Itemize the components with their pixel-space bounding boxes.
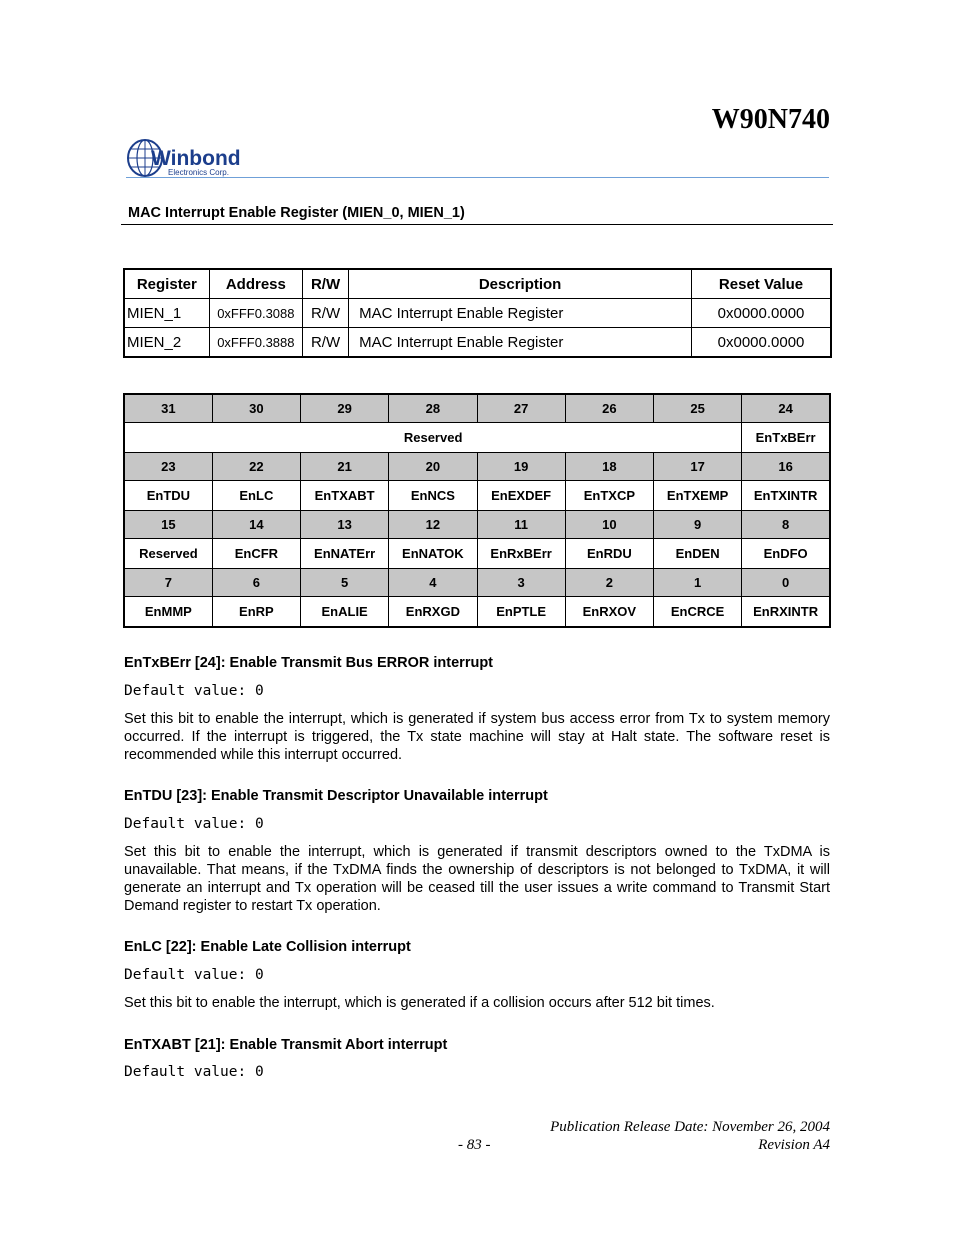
bit-name: EnNATOK [389,539,477,569]
bit-name: EnTXABT [301,481,389,511]
header-cell: Reset Value [692,269,831,299]
field-description: Set this bit to enable the interrupt, which is generated if transmit descriptors owned to the TxDMA is unavailable. That means, if the TxDMA finds the ownership of descriptors is not belonged to TxDMA, it will generate an interrupt and Tx operation will be ceased till the user issues a write command to Transmit Start Demand register to restart Tx operation. [124,844,830,914]
field-heading: EnTxBErr [24]: Enable Transmit Bus ERROR interrupt [124,655,494,671]
register-table [123,268,832,358]
bit-name-row [124,597,830,628]
bit-field-table [123,393,831,628]
register-description: MAC Interrupt Enable Register [349,299,692,328]
bit-number: 20 [389,453,477,481]
bit-name: EnEXDEF [477,481,565,511]
field-description: Set this bit to enable the interrupt, which is generated if system bus access error from Tx to system memory occurred. If the interrupt is triggered, the Tx state machine will stay at Halt state. The software reset is recommended while this interrupt occurred. [124,711,830,763]
bit-number: 10 [565,511,653,539]
winbond-logo [126,138,251,178]
bit-name: EnALIE [301,597,389,628]
field-heading: EnLC [22]: Enable Late Collision interrupt [124,939,411,955]
bit-number: 25 [654,394,742,423]
bit-name: EnRXINTR [742,597,830,628]
default-value: Default value: 0 [124,1064,264,1080]
register-table-header [124,269,831,299]
register-address: 0xFFF0.3888 [209,328,302,358]
bit-name-row [124,481,830,511]
bit-number: 17 [654,453,742,481]
bit-number: 18 [565,453,653,481]
bit-name-row [124,423,830,453]
bit-number: 22 [212,453,300,481]
bit-number: 16 [742,453,830,481]
bit-name: Reserved [124,539,212,569]
bit-name: EnRDU [565,539,653,569]
footer-release-date: Publication Release Date: November 26, 2004 [550,1119,830,1135]
table-row [124,299,831,328]
bit-number: 2 [565,569,653,597]
bit-number: 15 [124,511,212,539]
bit-number: 13 [301,511,389,539]
bit-number: 6 [212,569,300,597]
field-description: Set this bit to enable the interrupt, which is generated if a collision occurs after 512 bit times. [124,995,715,1011]
bit-name: EnPTLE [477,597,565,628]
bit-name: EnRXOV [565,597,653,628]
bit-name: EnRP [212,597,300,628]
bit-number: 29 [301,394,389,423]
bit-name-reserved: Reserved [124,423,742,453]
bit-name: EnTXCP [565,481,653,511]
bit-name: EnCFR [212,539,300,569]
bit-number: 12 [389,511,477,539]
table-row [124,328,831,358]
register-name: MIEN_1 [124,299,209,328]
footer-page-number: - 83 - [458,1137,491,1153]
header-cell: Register [124,269,209,299]
header-cell: Description [349,269,692,299]
doc-title: W90N740 [711,104,830,135]
register-description: MAC Interrupt Enable Register [349,328,692,358]
bit-name: EnLC [212,481,300,511]
register-address: 0xFFF0.3088 [209,299,302,328]
bit-name: EnMMP [124,597,212,628]
default-value: Default value: 0 [124,967,264,983]
register-rw: R/W [302,299,348,328]
bit-name: EnNATErr [301,539,389,569]
bit-name: EnNCS [389,481,477,511]
field-heading: EnTDU [23]: Enable Transmit Descriptor Unavailable interrupt [124,788,548,804]
bit-number: 9 [654,511,742,539]
section-rule [121,224,833,225]
bit-number: 3 [477,569,565,597]
bit-number: 23 [124,453,212,481]
bit-name: EnDFO [742,539,830,569]
bit-number: 27 [477,394,565,423]
bit-number: 30 [212,394,300,423]
bit-number: 31 [124,394,212,423]
bit-number: 19 [477,453,565,481]
bit-number: 21 [301,453,389,481]
bit-name: EnRXGD [389,597,477,628]
bit-number: 26 [565,394,653,423]
bit-number-row [124,569,830,597]
bit-number: 7 [124,569,212,597]
register-reset-value: 0x0000.0000 [692,328,831,358]
bit-name: EnTXINTR [742,481,830,511]
header-rule [126,177,829,178]
default-value: Default value: 0 [124,683,264,699]
section-title: MAC Interrupt Enable Register (MIEN_0, MIEN_1) [128,205,465,221]
bit-number: 28 [389,394,477,423]
logo-subtext: Electronics Corp. [168,168,229,177]
bit-number-row [124,453,830,481]
bit-number: 24 [742,394,830,423]
header-cell: Address [209,269,302,299]
bit-number: 11 [477,511,565,539]
bit-name: EnTxBErr [742,423,830,453]
bit-number-row [124,511,830,539]
bit-number: 8 [742,511,830,539]
bit-number: 1 [654,569,742,597]
bit-name: EnTDU [124,481,212,511]
bit-number: 14 [212,511,300,539]
default-value: Default value: 0 [124,816,264,832]
bit-name: EnDEN [654,539,742,569]
field-heading: EnTXABT [21]: Enable Transmit Abort interrupt [124,1037,448,1053]
register-reset-value: 0x0000.0000 [692,299,831,328]
register-rw: R/W [302,328,348,358]
footer-revision: Revision A4 [758,1137,830,1153]
bit-name: EnTXEMP [654,481,742,511]
logo-text: Winbond [151,147,241,170]
header-cell: R/W [302,269,348,299]
bit-name: EnRxBErr [477,539,565,569]
bit-number: 0 [742,569,830,597]
register-name: MIEN_2 [124,328,209,358]
bit-name-row [124,539,830,569]
bit-name: EnCRCE [654,597,742,628]
bit-number-row [124,394,830,423]
bit-number: 5 [301,569,389,597]
bit-number: 4 [389,569,477,597]
